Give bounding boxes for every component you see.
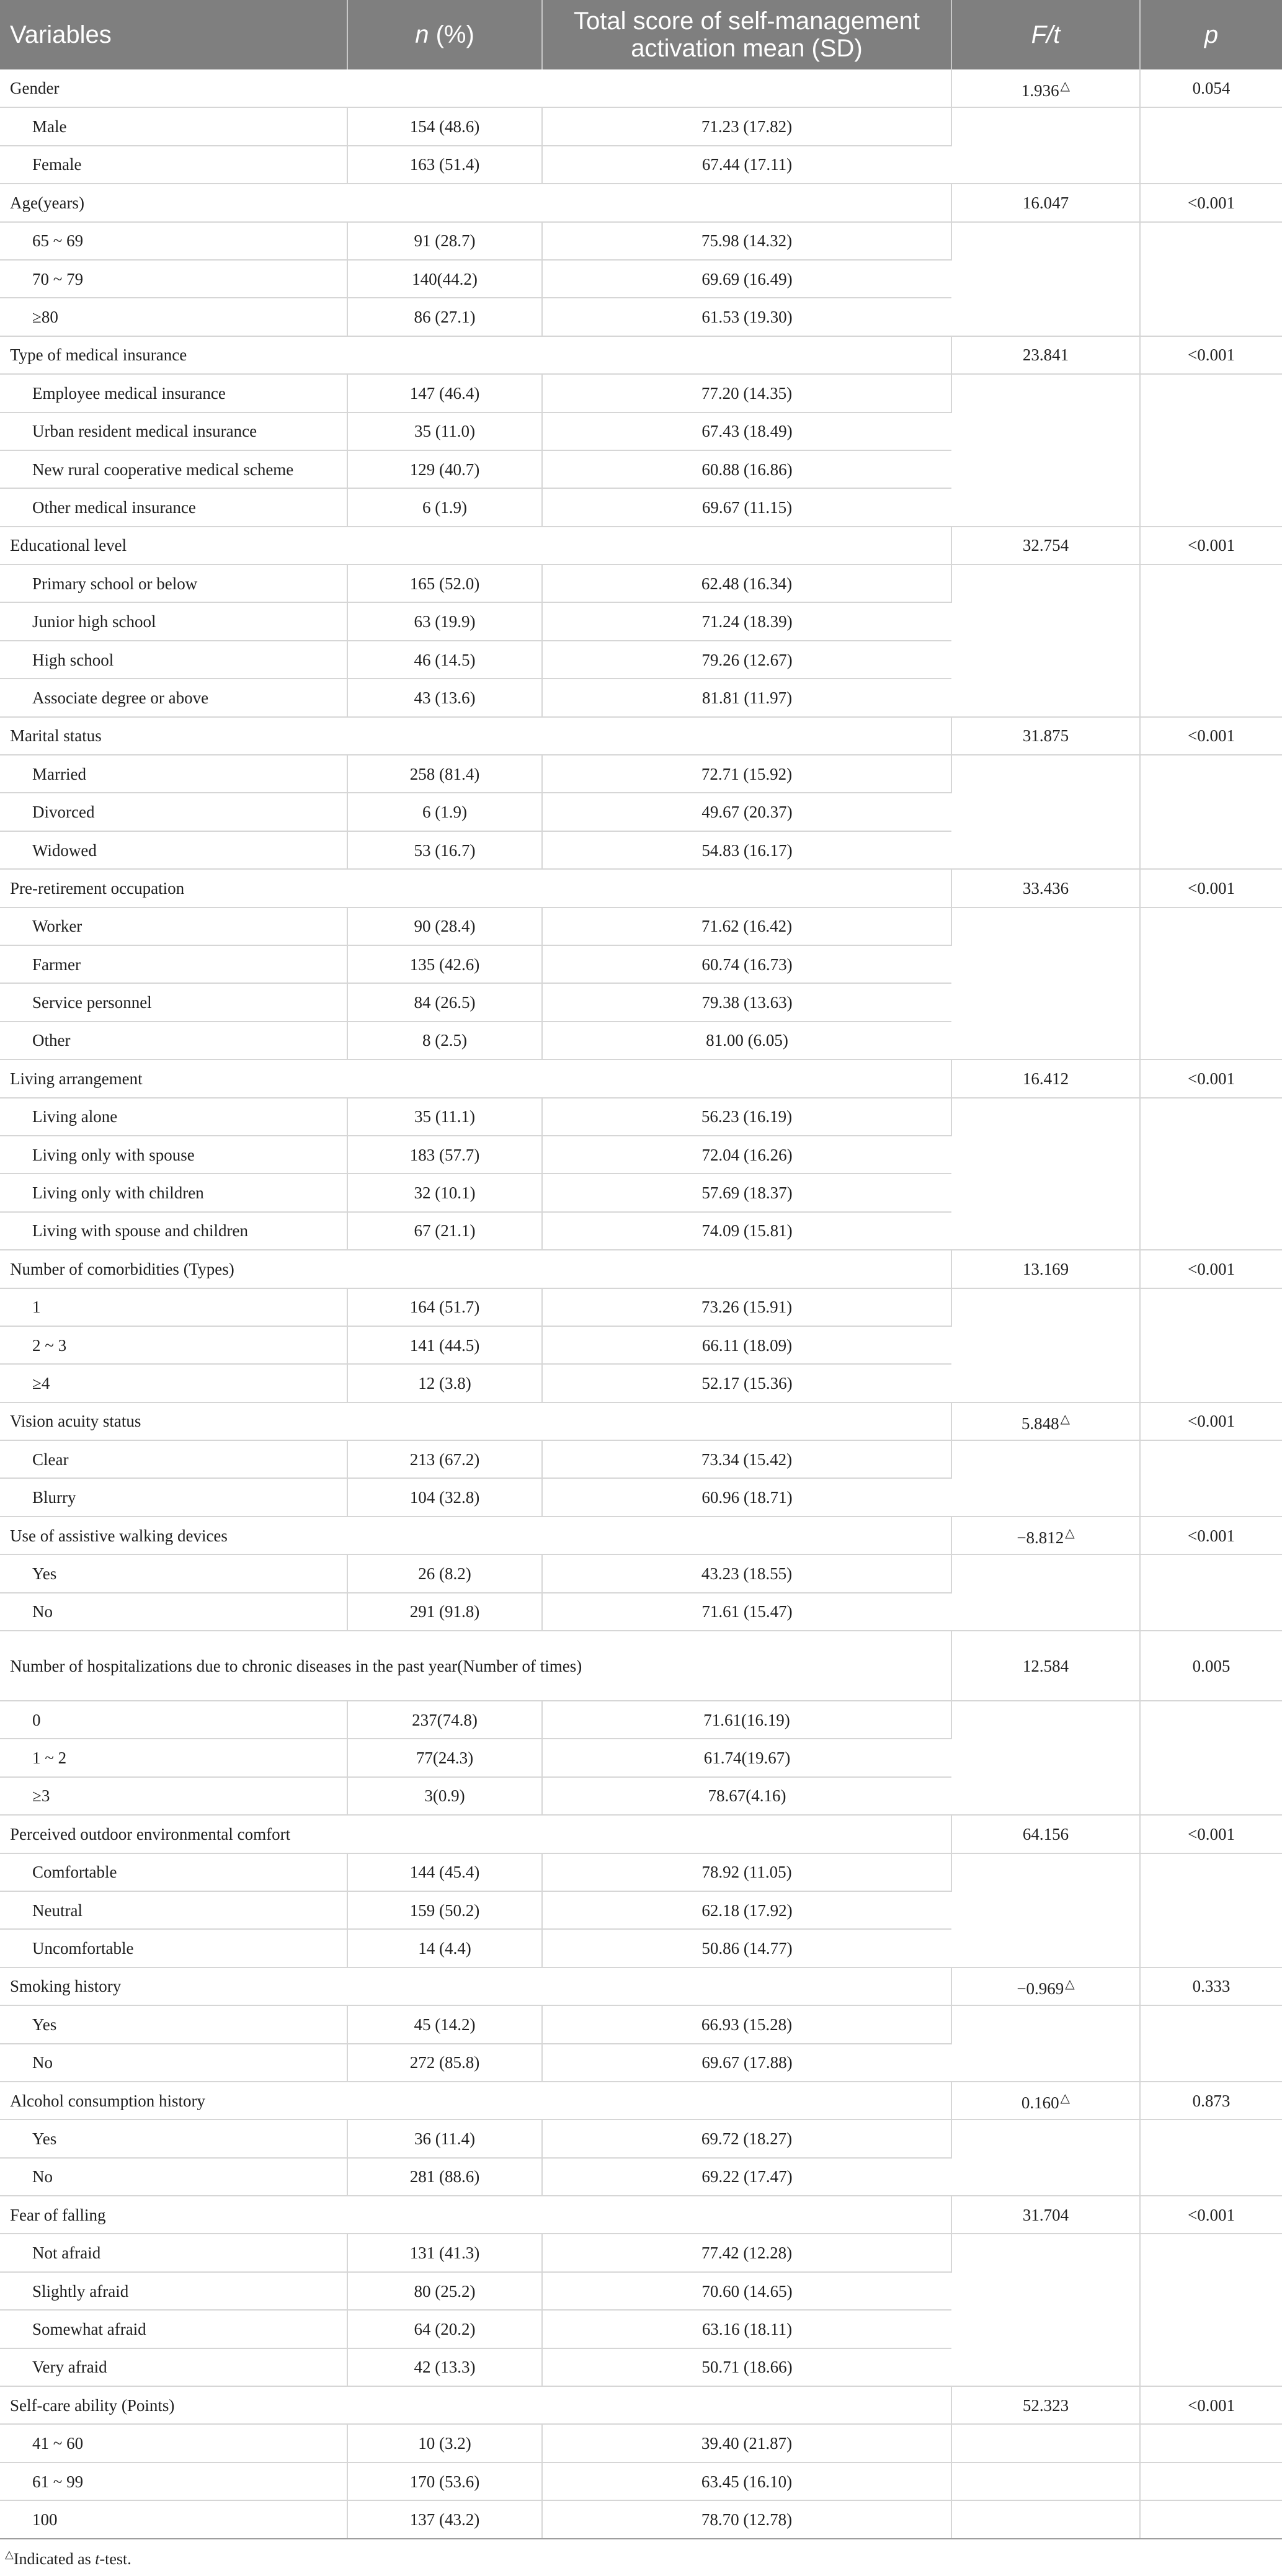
n-percent-value: 91 (28.7) [347,222,542,260]
ft-value: 23.841 [1022,345,1069,365]
n-percent-value: 6 (1.9) [347,488,542,526]
score-value: 71.23 (17.82) [542,107,951,145]
category-label: Urban resident medical insurance [0,412,347,450]
empty-ft-cell [951,564,1140,717]
category-label: Living alone [0,1098,347,1136]
category-row [0,1440,1282,1478]
variable-group-row [0,869,1282,907]
p-value: <0.001 [1140,1402,1282,1440]
category-label: Comfortable [0,1853,347,1891]
category-label: Clear [0,1440,347,1478]
ft-value-cell [951,1059,1140,1097]
ft-value-cell [951,336,1140,374]
category-row [0,2500,1282,2538]
category-label: Somewhat afraid [0,2310,347,2348]
score-value: 71.61(16.19) [542,1701,951,1739]
empty-ft-cell [951,1440,1140,1517]
n-percent-value: 135 (42.6) [347,945,542,983]
variable-group-row [0,1815,1282,1853]
score-value: 72.04 (16.26) [542,1136,951,1174]
ft-value-cell [951,2196,1140,2234]
variable-name: Number of hospitalizations due to chronic diseases in the past year(Number of times) [0,1631,951,1701]
table-footnote [5,2544,131,2569]
empty-p-cell [1140,2005,1282,2082]
variable-group-row [0,1402,1282,1440]
header-variables: Variables [0,0,347,69]
n-percent-value: 159 (50.2) [347,1891,542,1929]
empty-p-cell [1140,755,1282,869]
n-percent-value: 164 (51.7) [347,1288,542,1326]
category-label: Living with spouse and children [0,1212,347,1250]
category-row [0,755,1282,793]
n-percent-value: 154 (48.6) [347,107,542,145]
n-percent-value: 147 (46.4) [347,374,542,412]
n-percent-value: 258 (81.4) [347,755,542,793]
variable-group-row [0,2082,1282,2119]
ft-value-cell [951,2386,1140,2424]
category-label: Living only with children [0,1174,347,1211]
ft-value-cell [951,184,1140,221]
ft-value: 64.156 [1022,1824,1069,1843]
n-percent-value: 8 (2.5) [347,1022,542,1059]
ft-value: 33.436 [1022,878,1069,898]
category-label: Service personnel [0,983,347,1021]
p-value: <0.001 [1140,527,1282,564]
score-value: 81.00 (6.05) [542,1022,951,1059]
category-label: Junior high school [0,602,347,640]
header-n-rest: (%) [429,21,474,48]
category-row [0,2424,1282,2462]
footnote-text-after: -test. [99,2550,131,2568]
variable-name: Self-care ability (Points) [0,2386,951,2424]
score-value: 60.96 (18.71) [542,1478,951,1516]
category-row [0,222,1282,260]
n-percent-value: 36 (11.4) [347,2119,542,2157]
empty-p-cell [1140,1701,1282,1815]
t-test-marker: △ [1060,79,1071,93]
category-row [0,1701,1282,1739]
ft-value-cell [951,1815,1140,1853]
score-value: 78.70 (12.78) [542,2500,951,2538]
ft-value: −0.969 [1017,1979,1064,1998]
empty-ft-cell [951,2462,1140,2500]
score-value: 77.42 (12.28) [542,2234,951,2271]
category-row [0,1288,1282,1326]
ft-value-cell [951,1968,1140,2005]
empty-ft-cell [951,374,1140,527]
empty-p-cell [1140,2424,1282,2462]
category-label: 70 ~ 79 [0,260,347,298]
variable-name: Type of medical insurance [0,336,951,374]
score-value: 69.72 (18.27) [542,2119,951,2157]
t-test-marker: △ [1065,1977,1075,1991]
ft-value: 12.584 [1022,1656,1069,1675]
score-value: 71.24 (18.39) [542,602,951,640]
n-percent-value: 140(44.2) [347,260,542,298]
n-percent-value: 35 (11.0) [347,412,542,450]
category-label: Married [0,755,347,793]
header-ft-label: F/t [1031,21,1061,48]
score-value: 67.44 (17.11) [542,146,951,184]
category-label: Associate degree or above [0,679,347,716]
category-label: Neutral [0,1891,347,1929]
n-percent-value: 170 (53.6) [347,2462,542,2500]
n-percent-value: 42 (13.3) [347,2348,542,2386]
variable-group-row [0,184,1282,221]
category-row [0,564,1282,602]
category-row [0,2462,1282,2500]
header-p [1140,0,1282,69]
category-label: Uncomfortable [0,1929,347,1967]
category-label: 0 [0,1701,347,1739]
p-value: <0.001 [1140,1059,1282,1097]
variable-name: Perceived outdoor environmental comfort [0,1815,951,1853]
ft-value-cell [951,869,1140,907]
category-label: Slightly afraid [0,2272,347,2310]
score-value: 60.74 (16.73) [542,945,951,983]
category-row [0,1853,1282,1891]
t-test-marker: △ [1060,2092,1071,2106]
empty-ft-cell [951,1098,1140,1250]
footnote-text-before: Indicated as [13,2550,96,2568]
score-value: 69.67 (11.15) [542,488,951,526]
n-percent-value: 272 (85.8) [347,2044,542,2082]
empty-ft-cell [951,755,1140,869]
empty-ft-cell [951,2119,1140,2196]
n-percent-value: 3(0.9) [347,1777,542,1815]
empty-ft-cell [951,1554,1140,1631]
score-value: 79.38 (13.63) [542,983,951,1021]
score-value: 63.16 (18.11) [542,2310,951,2348]
ft-value-cell [951,2082,1140,2119]
score-value: 69.67 (17.88) [542,2044,951,2082]
category-label: Yes [0,2119,347,2157]
ft-value-cell [951,717,1140,755]
n-percent-value: 291 (91.8) [347,1593,542,1631]
score-value: 75.98 (14.32) [542,222,951,260]
n-percent-value: 32 (10.1) [347,1174,542,1211]
empty-p-cell [1140,374,1282,527]
footnote-italic: t [95,2550,100,2568]
header-n-percent [347,0,542,69]
score-value: 61.53 (19.30) [542,298,951,336]
table-body [0,69,1282,2539]
category-label: Employee medical insurance [0,374,347,412]
category-label: 1 [0,1288,347,1326]
n-percent-value: 90 (28.4) [347,907,542,945]
score-value: 69.69 (16.49) [542,260,951,298]
empty-ft-cell [951,1853,1140,1968]
p-value: <0.001 [1140,184,1282,221]
score-value: 79.26 (12.67) [542,641,951,679]
category-label: Farmer [0,945,347,983]
p-value: <0.001 [1140,717,1282,755]
score-value: 73.26 (15.91) [542,1288,951,1326]
score-value: 62.18 (17.92) [542,1891,951,1929]
category-label: 100 [0,2500,347,2538]
n-percent-value: 67 (21.1) [347,1212,542,1250]
n-percent-value: 137 (43.2) [347,2500,542,2538]
ft-value: 16.047 [1022,193,1069,212]
empty-ft-cell [951,222,1140,336]
ft-value: 5.848 [1021,1414,1059,1433]
variable-name: Number of comorbidities (Types) [0,1250,951,1288]
ft-value-cell [951,527,1140,564]
table-header-row [0,0,1282,69]
variable-group-row [0,1059,1282,1097]
empty-p-cell [1140,222,1282,336]
p-value: <0.001 [1140,1250,1282,1288]
empty-p-cell [1140,1288,1282,1402]
n-percent-value: 53 (16.7) [347,831,542,869]
ft-value: 32.754 [1022,536,1069,555]
n-percent-value: 104 (32.8) [347,1478,542,1516]
n-percent-value: 63 (19.9) [347,602,542,640]
n-percent-value: 80 (25.2) [347,2272,542,2310]
n-percent-value: 281 (88.6) [347,2158,542,2196]
category-row [0,2119,1282,2157]
empty-ft-cell [951,2234,1140,2386]
header-total-score: Total score of self-management activation mean (SD) [542,0,951,69]
ft-value-cell [951,1250,1140,1288]
variable-group-row [0,527,1282,564]
score-value: 52.17 (15.36) [542,1364,951,1402]
ft-value-cell [951,1631,1140,1701]
category-label: No [0,2044,347,2082]
category-label: Primary school or below [0,564,347,602]
n-percent-value: 6 (1.9) [347,793,542,831]
ft-value: −8.812 [1017,1528,1064,1548]
score-value: 70.60 (14.65) [542,2272,951,2310]
p-value: <0.001 [1140,869,1282,907]
ft-value: 31.704 [1022,2205,1069,2224]
t-test-marker: △ [1065,1526,1075,1541]
n-percent-value: 129 (40.7) [347,450,542,488]
variable-group-row [0,336,1282,374]
header-ft [951,0,1140,69]
category-label: Widowed [0,831,347,869]
n-percent-value: 77(24.3) [347,1739,542,1776]
p-value: 0.054 [1140,69,1282,107]
p-value: 0.873 [1140,2082,1282,2119]
category-label: 65 ~ 69 [0,222,347,260]
score-value: 69.22 (17.47) [542,2158,951,2196]
n-percent-value: 86 (27.1) [347,298,542,336]
footnote-marker: △ [5,2548,14,2560]
ft-value-cell [951,69,1140,107]
score-value: 61.74(19.67) [542,1739,951,1776]
variable-name: Gender [0,69,951,107]
variable-group-row [0,1631,1282,1701]
category-row [0,907,1282,945]
empty-p-cell [1140,564,1282,717]
category-label: ≥80 [0,298,347,336]
category-row [0,2234,1282,2271]
n-percent-value: 237(74.8) [347,1701,542,1739]
p-value: 0.005 [1140,1631,1282,1701]
score-value: 66.93 (15.28) [542,2005,951,2043]
empty-ft-cell [951,907,1140,1060]
category-label: Yes [0,2005,347,2043]
variable-name: Pre-retirement occupation [0,869,951,907]
n-percent-value: 45 (14.2) [347,2005,542,2043]
category-label: 1 ~ 2 [0,1739,347,1776]
ft-value-cell [951,1402,1140,1440]
empty-ft-cell [951,2500,1140,2538]
score-value: 60.88 (16.86) [542,450,951,488]
empty-p-cell [1140,2500,1282,2538]
n-percent-value: 183 (57.7) [347,1136,542,1174]
p-value: <0.001 [1140,1815,1282,1853]
score-value: 39.40 (21.87) [542,2424,951,2462]
variable-group-row [0,1250,1282,1288]
category-label: No [0,2158,347,2196]
n-percent-value: 213 (67.2) [347,1440,542,1478]
category-label: Very afraid [0,2348,347,2386]
category-label: Yes [0,1554,347,1592]
score-value: 43.23 (18.55) [542,1554,951,1592]
score-value: 54.83 (16.17) [542,831,951,869]
empty-p-cell [1140,1554,1282,1631]
score-value: 49.67 (20.37) [542,793,951,831]
variable-group-row [0,2386,1282,2424]
ft-value: 13.169 [1022,1259,1069,1278]
score-value: 50.71 (18.66) [542,2348,951,2386]
empty-p-cell [1140,2234,1282,2386]
empty-p-cell [1140,1098,1282,1250]
category-label: Female [0,146,347,184]
n-percent-value: 14 (4.4) [347,1929,542,1967]
category-label: Divorced [0,793,347,831]
variable-name: Age(years) [0,184,951,221]
category-label: Living only with spouse [0,1136,347,1174]
score-value: 62.48 (16.34) [542,564,951,602]
variable-group-row [0,717,1282,755]
p-value: <0.001 [1140,2196,1282,2234]
category-label: 41 ~ 60 [0,2424,347,2462]
variable-name: Vision acuity status [0,1402,951,1440]
empty-ft-cell [951,107,1140,184]
category-label: Worker [0,907,347,945]
empty-p-cell [1140,1853,1282,1968]
score-value: 74.09 (15.81) [542,1212,951,1250]
p-value: 0.333 [1140,1968,1282,2005]
p-value: <0.001 [1140,336,1282,374]
category-label: Male [0,107,347,145]
category-label: ≥4 [0,1364,347,1402]
category-label: New rural cooperative medical scheme [0,450,347,488]
variable-name: Fear of falling [0,2196,951,2234]
variable-group-row [0,2196,1282,2234]
n-percent-value: 46 (14.5) [347,641,542,679]
category-label: High school [0,641,347,679]
category-label: ≥3 [0,1777,347,1815]
variable-group-row [0,69,1282,107]
n-percent-value: 165 (52.0) [347,564,542,602]
score-value: 50.86 (14.77) [542,1929,951,1967]
empty-p-cell [1140,1440,1282,1517]
score-value: 63.45 (16.10) [542,2462,951,2500]
empty-p-cell [1140,2462,1282,2500]
n-percent-value: 141 (44.5) [347,1326,542,1364]
score-value: 71.62 (16.42) [542,907,951,945]
variable-name: Marital status [0,717,951,755]
p-value: <0.001 [1140,1517,1282,1554]
p-value: <0.001 [1140,2386,1282,2424]
score-value: 56.23 (16.19) [542,1098,951,1136]
score-value: 78.67(4.16) [542,1777,951,1815]
category-label: No [0,1593,347,1631]
category-row [0,1554,1282,1592]
n-percent-value: 144 (45.4) [347,1853,542,1891]
ft-value: 31.875 [1022,726,1069,746]
empty-p-cell [1140,107,1282,184]
header-n-italic: n [415,21,429,48]
n-percent-value: 131 (41.3) [347,2234,542,2271]
category-row [0,374,1282,412]
category-label: 2 ~ 3 [0,1326,347,1364]
n-percent-value: 64 (20.2) [347,2310,542,2348]
score-value: 71.61 (15.47) [542,1593,951,1631]
empty-ft-cell [951,2424,1140,2462]
score-value: 72.71 (15.92) [542,755,951,793]
variable-name: Use of assistive walking devices [0,1517,951,1554]
n-percent-value: 35 (11.1) [347,1098,542,1136]
ft-value: 16.412 [1022,1069,1069,1088]
n-percent-value: 12 (3.8) [347,1364,542,1402]
score-value: 66.11 (18.09) [542,1326,951,1364]
category-row [0,107,1282,145]
empty-ft-cell [951,1701,1140,1815]
ft-value-cell [951,1517,1140,1554]
variable-name: Educational level [0,527,951,564]
empty-ft-cell [951,1288,1140,1402]
n-percent-value: 43 (13.6) [347,679,542,716]
score-value: 73.34 (15.42) [542,1440,951,1478]
category-label: 61 ~ 99 [0,2462,347,2500]
score-value: 78.92 (11.05) [542,1853,951,1891]
n-percent-value: 163 (51.4) [347,146,542,184]
category-label: Other [0,1022,347,1059]
variable-name: Living arrangement [0,1059,951,1097]
variable-name: Alcohol consumption history [0,2082,951,2119]
t-test-marker: △ [1060,1412,1071,1426]
category-label: Blurry [0,1478,347,1516]
n-percent-value: 84 (26.5) [347,983,542,1021]
variable-name: Smoking history [0,1968,951,2005]
category-label: Not afraid [0,2234,347,2271]
score-value: 57.69 (18.37) [542,1174,951,1211]
category-label: Other medical insurance [0,488,347,526]
header-p-label: p [1204,21,1219,48]
category-row [0,2005,1282,2043]
score-value: 81.81 (11.97) [542,679,951,716]
n-percent-value: 26 (8.2) [347,1554,542,1592]
variable-group-row [0,1517,1282,1554]
n-percent-value: 10 (3.2) [347,2424,542,2462]
empty-p-cell [1140,907,1282,1060]
ft-value: 1.936 [1021,81,1059,100]
empty-p-cell [1140,2119,1282,2196]
ft-value: 52.323 [1022,2396,1069,2415]
variable-group-row [0,1968,1282,2005]
score-value: 77.20 (14.35) [542,374,951,412]
score-value: 67.43 (18.49) [542,412,951,450]
ft-value: 0.160 [1021,2093,1059,2113]
empty-ft-cell [951,2005,1140,2082]
category-row [0,1098,1282,1136]
